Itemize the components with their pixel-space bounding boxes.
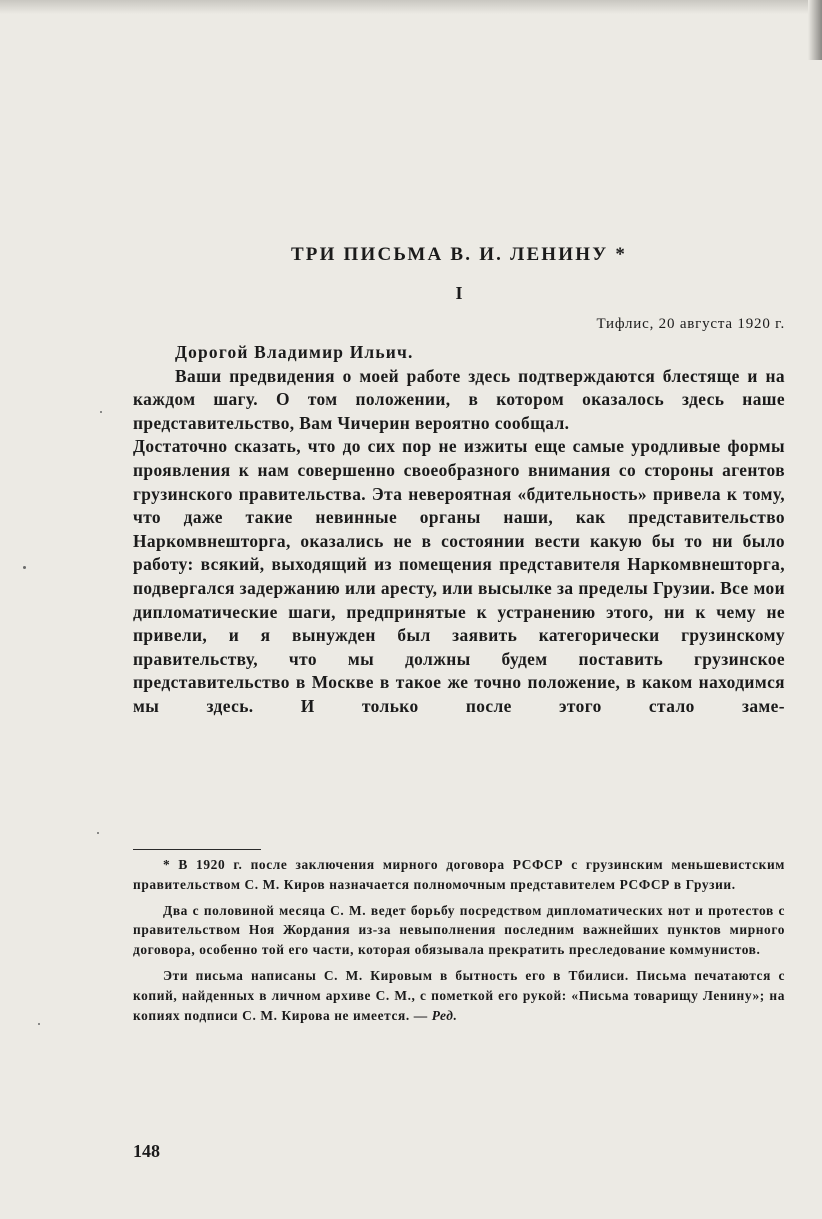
footnote: * В 1920 г. после заключения мирного договора РСФСР с грузинским меньшевистским правительством С. М. Киров назначается полномочным представителем РСФСР в Грузии. <box>133 857 785 892</box>
scan-speck <box>100 411 102 413</box>
scan-speck <box>23 566 26 569</box>
scan-speck <box>38 1023 40 1025</box>
footnote-divider <box>133 849 261 850</box>
letter-paragraph: Ваши предвидения о моей работе здесь подтверждаются блестяще и на каждом шагу. О том положении, в котором оказалось здесь наше представительство, Вам Чичерин вероятно сообщал. <box>133 365 785 433</box>
footnotes <box>133 855 785 1031</box>
page-corner-shadow <box>808 0 822 60</box>
chapter-title: ТРИ ПИСЬМА В. И. ЛЕНИНУ * <box>290 244 628 265</box>
page-number: 148 <box>133 1141 160 1161</box>
letter-dateline: Тифлис, 20 августа 1920 г. <box>596 316 785 332</box>
footnote <box>133 966 785 1025</box>
letter-greeting: Дорогой Владимир Ильич. <box>175 342 414 362</box>
footnote-text: Эти письма написаны С. М. Кировым в бытность его в Тбилиси. Письма печатаются с копий, найденных в личном архиве С. М., с пометкой его рукой: «Письма товарищу Ленину»; на копиях подписи С. М. Кирова не имеется. — <box>133 967 785 1023</box>
letter-body <box>133 341 785 719</box>
page-top-shadow <box>0 0 822 14</box>
footnote: Два с половиной месяца С. М. ведет борьбу посредством дипломатических нот и протестов с правительством Ноя Жордания из-за невыполнения последним важнейших пунктов мирного договора, особенно той его части, которая обязывала прекратить преследование коммунистов. <box>133 902 785 958</box>
scan-speck <box>97 832 99 834</box>
letter-numeral: I <box>455 283 463 303</box>
letter-paragraph: Достаточно сказать, что до сих пор не изжиты еще самые уродливые формы проявления к нам совершенно своеобразного внимания со стороны агентов грузинского правительства. Эта невероятная «бдительность» привела к тому, что даже такие невинные органы наши, как представительство Наркомвнешторга, оказались не в состоянии вести какую бы то ни было работу: всякий, выходящий из помещения представителя Наркомвнешторга, подвергался задержанию или аресту, или высылке за пределы Грузии. Все мои дипломатические шаги, предпринятые к устранению этого, ни к чему не привели, и я вынужден был заявить категорически грузинскому правительству, что мы должны будем поставить грузинское представительство в Москве в такое же точно положение, в каком находимся мы здесь. И только после этого стало заме- <box>133 436 785 716</box>
editor-mark: Ред. <box>431 1007 458 1023</box>
